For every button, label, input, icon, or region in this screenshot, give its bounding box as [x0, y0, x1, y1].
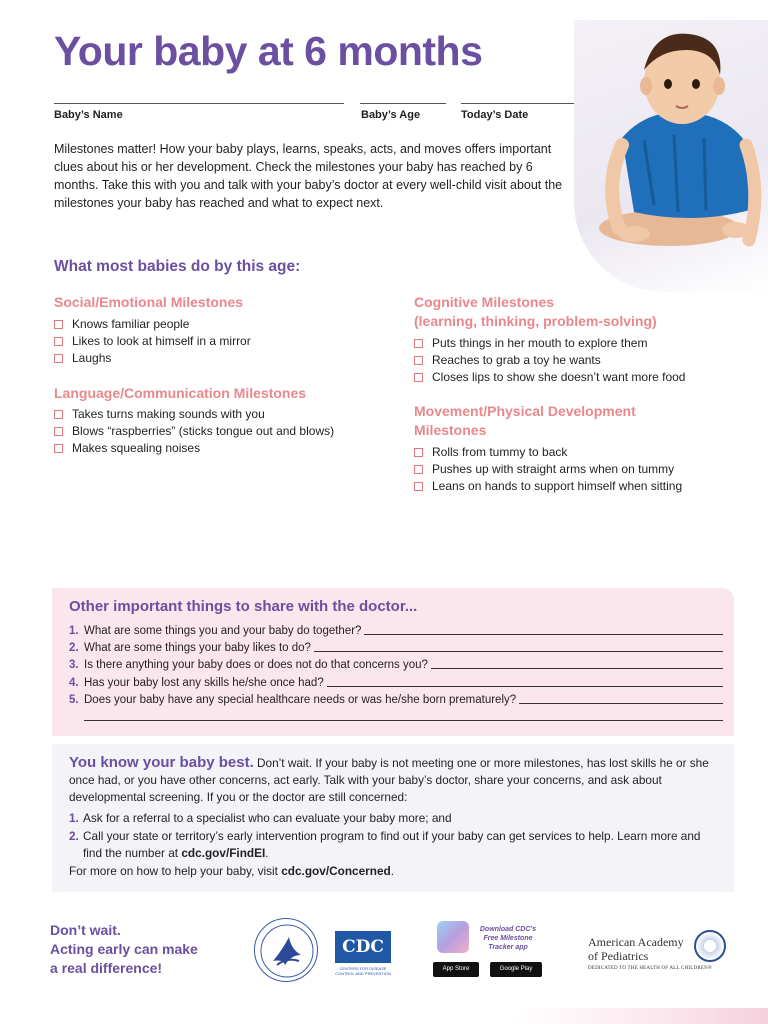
baby-age-line[interactable] — [360, 103, 446, 104]
cdc-logo: CDC — [335, 931, 391, 963]
cognitive-heading — [414, 293, 657, 331]
aap-subtitle: DEDICATED TO THE HEALTH OF ALL CHILDREN® — [588, 966, 712, 971]
checkbox[interactable] — [54, 444, 63, 453]
language-communication-list — [54, 406, 334, 457]
movement-heading-line2: Milestones — [414, 422, 487, 438]
question-text: Does your baby have any special healthcare needs or was he/she born prematurely? — [84, 694, 517, 706]
action-text: Ask for a referral to a specialist who can evaluate your baby more; and — [83, 811, 452, 825]
page-title: Your baby at 6 months — [54, 28, 483, 74]
aap-name — [588, 935, 684, 963]
cognitive-list — [414, 335, 685, 386]
answer-line[interactable] — [431, 668, 723, 669]
concerned-link[interactable]: cdc.gov/Concerned — [281, 864, 391, 878]
checkbox[interactable] — [414, 482, 423, 491]
answer-line[interactable] — [314, 651, 723, 652]
milestone-item[interactable] — [414, 352, 685, 369]
question-text: Has your baby lost any skills he/she once had? — [84, 677, 324, 689]
findei-link[interactable]: cdc.gov/FindEI — [181, 845, 266, 860]
milestone-label: Rolls from tummy to back — [432, 445, 568, 459]
milestone-label: Takes turns making sounds with you — [72, 407, 265, 421]
intro-paragraph: Milestones matter! How your baby plays, learns, speaks, acts, and moves offers important clues about his or her development. Check the milestones your baby has reached by 6 months. Take this with you and talk with your baby’s doctor at every well-child visit about the milestones your baby has reached and what to expect next. — [54, 142, 563, 210]
question-number: 3. — [69, 659, 79, 671]
milestone-item[interactable] — [54, 440, 334, 457]
tagline-line: a real difference! — [50, 960, 163, 976]
movement-heading — [414, 402, 636, 440]
checkbox[interactable] — [414, 356, 423, 365]
milestone-label: Closes lips to show she doesn’t want more food — [432, 370, 686, 384]
movement-list — [414, 444, 682, 495]
milestone-item[interactable] — [54, 350, 251, 367]
milestone-item[interactable] — [414, 478, 682, 495]
milestone-item[interactable] — [414, 461, 682, 478]
milestone-label: Laughs — [72, 351, 112, 365]
question-text: What are some things you and your baby do together? — [84, 625, 362, 637]
action-number: 1. — [69, 811, 79, 825]
today-date-label: Today’s Date — [461, 109, 529, 121]
question-text: What are some things your baby likes to do? — [84, 642, 311, 654]
question-row — [69, 674, 723, 689]
baby-name-line[interactable] — [54, 103, 344, 104]
action-text-part: Call your state or territory’s early intervention program to find out if your baby can get services to help. Learn more and find the number at — [83, 829, 701, 860]
milestone-label: Blows “raspberries” (sticks tongue out and blows) — [72, 424, 335, 438]
movement-heading-line1: Movement/Physical Development — [414, 403, 636, 419]
question-number: 5. — [69, 694, 79, 706]
aap-name-line: American Academy — [588, 935, 684, 949]
answer-line[interactable] — [519, 703, 723, 704]
google-play-button[interactable]: Google Play — [490, 962, 542, 977]
cognitive-heading-line2: (learning, thinking, problem-solving) — [414, 313, 657, 329]
milestone-item[interactable] — [414, 335, 685, 352]
milestone-item[interactable] — [414, 369, 685, 386]
know-your-baby-text — [69, 754, 719, 806]
answer-line[interactable] — [327, 686, 723, 687]
milestone-item[interactable] — [414, 444, 682, 461]
corner-decoration — [512, 1008, 768, 1024]
milestone-label: Knows familiar people — [72, 317, 190, 331]
milestone-label: Puts things in her mouth to explore them — [432, 336, 648, 350]
tagline-line: Don’t wait. — [50, 922, 121, 938]
hhs-seal-logo — [254, 918, 318, 982]
checkbox[interactable] — [414, 465, 423, 474]
know-your-baby-body: Don’t wait. If your baby is not meeting one or more milestones, has lost skills he or she once had, or you have other concerns, act early. Talk with your baby’s doctor, share your concerns, and ask about developmental screening. If you or the doctor are still concerned: — [69, 756, 709, 804]
checkbox[interactable] — [54, 354, 63, 363]
baby-name-label: Baby’s Name — [54, 109, 123, 121]
action-text — [83, 828, 719, 861]
answer-line-extra[interactable] — [84, 720, 723, 721]
question-row — [69, 656, 723, 671]
cdc-subtitle: CENTERS FOR DISEASE CONTROL AND PREVENTION — [335, 966, 391, 976]
tagline-line: Acting early can make — [50, 941, 198, 957]
social-emotional-heading: Social/Emotional Milestones — [54, 294, 244, 310]
know-your-baby-title: You know your baby best. — [69, 754, 254, 771]
checkbox[interactable] — [414, 339, 423, 348]
checkbox[interactable] — [54, 410, 63, 419]
checkbox[interactable] — [54, 320, 63, 329]
milestone-tracker-app-icon[interactable] — [437, 921, 469, 953]
question-text: Is there anything your baby does or does not do that concerns you? — [84, 659, 428, 671]
app-text-line: Free Milestone — [483, 935, 533, 942]
question-number: 2. — [69, 642, 79, 654]
answer-line[interactable] — [364, 634, 723, 635]
question-row — [69, 639, 723, 654]
app-download-text — [472, 925, 544, 952]
milestone-item[interactable] — [54, 316, 251, 333]
more-info-suffix: . — [390, 864, 394, 878]
milestone-label: Pushes up with straight arms when on tummy — [432, 462, 675, 476]
baby-age-label: Baby’s Age — [361, 109, 421, 121]
more-info-text — [69, 864, 394, 878]
app-text-line: Tracker app — [488, 944, 528, 951]
question-row — [69, 691, 723, 706]
action-item — [69, 828, 719, 861]
aap-name-line: of Pediatrics — [588, 949, 649, 963]
app-store-button[interactable]: App Store — [433, 962, 479, 977]
checkbox[interactable] — [414, 373, 423, 382]
milestone-label: Reaches to grab a toy he wants — [432, 353, 601, 367]
question-number: 4. — [69, 677, 79, 689]
baby-photo — [574, 20, 768, 292]
app-text-line: Download CDC’s — [479, 926, 537, 933]
milestone-label: Leans on hands to support himself when sitting — [432, 479, 683, 493]
milestone-item[interactable] — [54, 423, 334, 440]
checkbox[interactable] — [54, 427, 63, 436]
social-emotional-list — [54, 316, 251, 367]
aap-seal-icon — [694, 930, 726, 962]
cognitive-heading-line1: Cognitive Milestones — [414, 294, 555, 310]
checkbox[interactable] — [414, 448, 423, 457]
question-row — [69, 622, 723, 637]
action-text-end: . — [265, 845, 269, 860]
milestone-item[interactable] — [54, 333, 251, 350]
section-heading: What most babies do by this age: — [54, 258, 301, 275]
milestone-label: Likes to look at himself in a mirror — [72, 334, 251, 348]
question-number: 1. — [69, 625, 79, 637]
checkbox[interactable] — [54, 337, 63, 346]
dont-wait-tagline — [50, 921, 230, 978]
share-heading: Other important things to share with the doctor... — [69, 598, 418, 615]
milestone-label: Makes squealing noises — [72, 441, 201, 455]
milestone-item[interactable] — [54, 406, 334, 423]
action-number: 2. — [69, 829, 79, 843]
action-item — [69, 810, 719, 827]
more-info-prefix: For more on how to help your baby, visit — [69, 864, 282, 878]
language-communication-heading: Language/Communication Milestones — [54, 385, 307, 401]
